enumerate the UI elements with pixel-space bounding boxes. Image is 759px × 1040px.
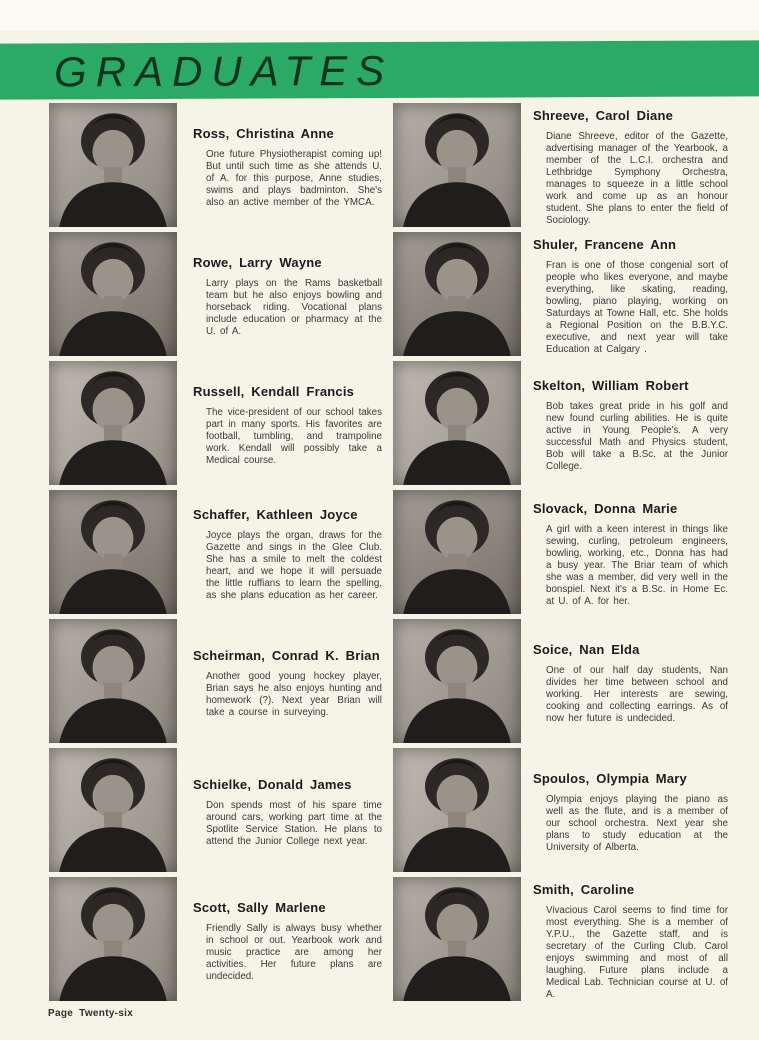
left-column [49,103,382,1006]
portrait-silhouette-icon [49,619,177,743]
portrait-photo [393,361,521,485]
graduate-name: Schielke, Donald James [193,777,352,793]
portrait-silhouette-icon [393,361,521,485]
graduate-text-block [521,771,728,854]
graduate-name: Smith, Caroline [533,882,635,898]
graduate-name: Soice, Nan Elda [533,642,640,658]
page-number: Page Twenty-six [48,1008,134,1019]
page-top-margin [0,0,759,30]
portrait-silhouette-icon [49,748,177,872]
graduate-name: Spoulos, Olympia Mary [533,771,687,787]
graduate-entry [393,103,728,232]
graduate-text-block [177,900,382,983]
graduate-entry [49,361,382,490]
graduate-entry [49,232,382,361]
graduate-bio: Friendly Sally is always busy whether in school or out. Yearbook work and music practice are among her activities. Her future plans are undecided. [206,923,382,982]
portrait-silhouette-icon [393,748,521,872]
portrait-photo [393,490,521,614]
graduate-text-block [177,648,382,719]
graduate-entry [49,619,382,748]
graduate-entry [393,619,728,748]
graduate-entry [49,877,382,1006]
graduate-name: Scott, Sally Marlene [193,900,326,916]
portrait-photo [49,103,177,227]
portrait-photo [393,103,521,227]
portrait-photo [393,619,521,743]
graduate-text-block [521,642,728,725]
graduate-entry [393,361,728,490]
graduate-name: Shuler, Francene Ann [533,237,677,253]
page-title: GRADUATES [53,46,394,96]
graduate-text-block [521,108,728,227]
graduate-text-block [177,384,382,467]
graduate-bio: A girl with a keen interest in things like sewing, curling, petroleum engineers, bowling, working, etc., Donna has had a busy year. The Briar team of which she was a member, did very well in the bonspiel. Next it's a B.Sc. in Home Ec. at U. of A. for her. [546,524,728,607]
right-column [393,103,728,1006]
graduate-bio: Vivacious Carol seems to find time for most everything. She is a member of Y.P.U., the Gazette staff, and is secretary of the Curling Club. Carol enjoys swimming and most of all laughing. Future plans include a Medical Lab. Technician course at U. of A. [546,905,728,1000]
graduate-bio: Olympia enjoys playing the piano as well as the flute, and is a member of our school orchestra. Next year she plans to study education at the University of Alberta. [546,794,728,853]
graduate-entry [49,103,382,232]
graduate-name: Slovack, Donna Marie [533,501,678,517]
portrait-photo [49,232,177,356]
graduate-name: Skelton, William Robert [533,378,689,394]
portrait-silhouette-icon [393,619,521,743]
graduate-name: Ross, Christina Anne [193,126,334,142]
graduate-text-block [521,501,728,608]
graduate-entry [393,232,728,361]
graduate-name: Schaffer, Kathleen Joyce [193,507,358,523]
graduate-entry [393,748,728,877]
portrait-silhouette-icon [49,877,177,1001]
portrait-silhouette-icon [49,232,177,356]
graduate-text-block [177,255,382,338]
portrait-photo [49,361,177,485]
graduate-entry [393,877,728,1006]
portrait-silhouette-icon [49,361,177,485]
graduate-entry [393,490,728,619]
graduate-bio: Joyce plays the organ, draws for the Gazette and sings in the Glee Club. She has a smile to melt the coldest heart, and we hope it will persuade the little ruffians to learn the spelling, as she plans education as her career. [206,530,382,601]
portrait-silhouette-icon [393,103,521,227]
graduates-banner [0,40,759,99]
graduate-bio: Diane Shreeve, editor of the Gazette, advertising manager of the Yearbook, a member of the L.C.I. orchestra and Lethbridge Symphony Orchestra, manages to squeeze in a little school work and come up as an honour student. She plans to enter the field of Sociology. [546,131,728,226]
portrait-silhouette-icon [393,490,521,614]
graduate-name: Shreeve, Carol Diane [533,108,674,124]
graduate-text-block [177,777,382,848]
portrait-silhouette-icon [393,877,521,1001]
graduate-bio: Fran is one of those congenial sort of people who likes everyone, and maybe everything, like skating, reading, bowling, piano playing, working on Saturdays at Towne Hall, etc. She holds a Regional Position on the B.B.Y.C. executive, and next year will take Education at Calgary . [546,260,728,355]
graduate-bio: Larry plays on the Rams basketball team but he also enjoys bowling and horseback riding. Vocational plans include education or pharmacy at the U. of A. [206,278,382,337]
graduate-name: Scheirman, Conrad K. Brian [193,648,380,664]
graduate-text-block [177,126,382,209]
graduate-text-block [521,237,728,356]
portrait-photo [393,877,521,1001]
portrait-silhouette-icon [49,103,177,227]
portrait-photo [49,619,177,743]
graduate-text-block [177,507,382,602]
graduate-name: Russell, Kendall Francis [193,384,355,400]
portrait-photo [393,748,521,872]
graduate-entry [49,748,382,877]
graduate-text-block [521,378,728,473]
graduate-entry [49,490,382,619]
portrait-photo [393,232,521,356]
portrait-photo [49,748,177,872]
graduate-bio: One of our half day students, Nan divides her time between school and working. Her interests are sewing, cooking and collecting earrings. As of now her future is undecided. [546,665,728,724]
graduate-text-block [521,882,728,1001]
graduate-bio: Don spends most of his spare time around cars, working part time at the Spotlite Service Station. He plans to attend the Junior College next year. [206,800,382,847]
graduate-bio: One future Physiotherapist coming up! But until such time as she attends U. of A. for this purpose, Anne studies, swims and plays badminton. She's also an active member of the YMCA. [206,149,382,208]
portrait-photo [49,490,177,614]
graduate-bio: Another good young hockey player, Brian says he also enjoys hunting and homework (?). Next year Brian will take a course in surveying. [206,671,382,718]
graduate-bio: The vice-president of our school takes part in many sports. His favorites are football, tumbling, and trampoline work. Kendall will possibly take a Medical course. [206,407,382,466]
graduate-bio: Bob takes great pride in his golf and new found curling abilities. He is quite active in Young People's. A very successful Math and Physics student, Bob will take a B.Sc. at the Junior College. [546,401,728,472]
portrait-silhouette-icon [393,232,521,356]
portrait-silhouette-icon [49,490,177,614]
graduate-name: Rowe, Larry Wayne [193,255,322,271]
portrait-photo [49,877,177,1001]
